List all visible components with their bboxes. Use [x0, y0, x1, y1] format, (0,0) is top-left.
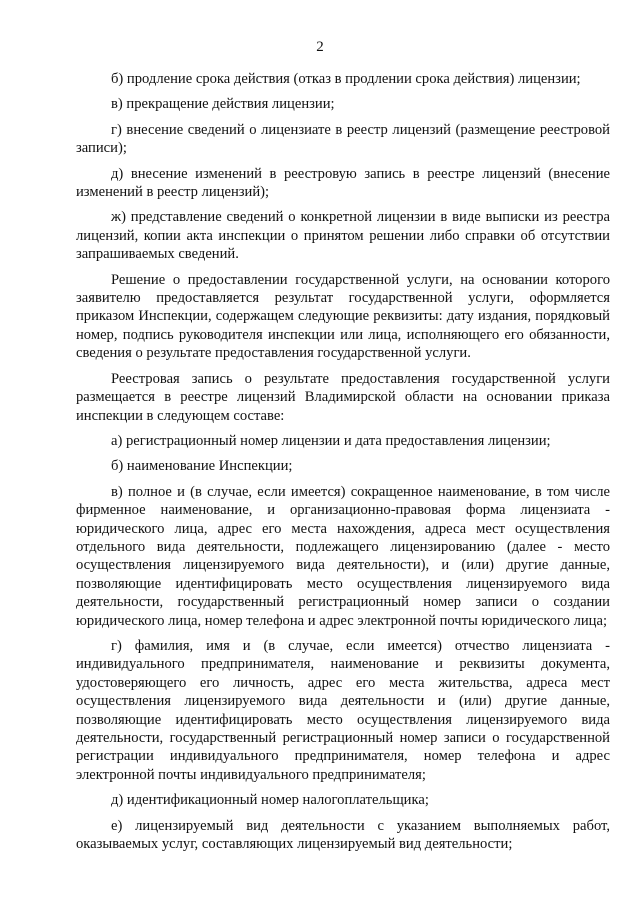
paragraph-service-decision: Решение о предоставлении государственной услуги, на основании которого заявителю предоставляется результат государственной услуги, оформляется приказом Инспекции, содержащем следующие реквизиты: дату издания, порядковый номер, подпись руководителя инспекции или лица, исполняющего его обязанности, сведения о результате предоставления государственной услуги.	[76, 271, 610, 362]
paragraph-item-e: е) лицензируемый вид деятельности с указанием выполняемых работ, оказываемых услуг, составляющих лицензируемый вид деятельности;	[76, 817, 610, 853]
document-body	[76, 70, 610, 860]
paragraph-item-g: г) фамилия, имя и (в случае, если имеется) отчество лицензиата - индивидуального предпринимателя, наименование и реквизиты документа, удостоверяющего его личность, адрес его места жительства, адреса мест осуществления лицензируемого вида деятельности и (или) другие данные, позволяющие идентифицировать место осуществления лицензируемого вида деятельности, государственный регистрационный номер записи о государственной регистрации индивидуального предпринимателя, номер телефона и адрес электронной почты индивидуального предпринимателя;	[76, 637, 610, 783]
paragraph-license-extension: б) продление срока действия (отказ в продлении срока действия) лицензии;	[111, 71, 581, 87]
paragraph-item-d: д) идентификационный номер налогоплательщика;	[111, 792, 429, 809]
paragraph-item-a: а) регистрационный номер лицензии и дата предоставления лицензии;	[111, 432, 551, 449]
paragraph-registry-entry: г) внесение сведений о лицензиате в реестр лицензий (размещение реестровой записи);	[76, 121, 610, 157]
paragraph-item-b: б) наименование Инспекции;	[111, 458, 293, 475]
paragraph-registry-changes: д) внесение изменений в реестровую запись в реестре лицензий (внесение изменений в реестр лицензий);	[76, 165, 610, 201]
paragraph-item-v: в) полное и (в случае, если имеется) сокращенное наименование, в том числе фирменное наименование, и организационно-правовая форма лицензиата - юридического лица, адрес его места нахождения, адреса мест осуществления отдельного вида деятельности, подлежащего лицензированию (далее - место осуществления лицензируемого вида деятельности), и (или) другие данные, позволяющие идентифицировать место осуществления лицензируемого вида деятельности, государственный регистрационный номер записи о создании юридического лица, номер телефона и адрес электронной почты юридического лица;	[76, 483, 610, 629]
paragraph-registry-extract: ж) представление сведений о конкретной лицензии в виде выписки из реестра лицензий, копии акта инспекции о принятом решении либо справки об отсутствии запрашиваемых сведений.	[76, 209, 610, 263]
page-number: 2	[316, 39, 324, 55]
paragraph-license-termination: в) прекращение действия лицензии;	[111, 96, 335, 113]
paragraph-registry-composition: Реестровая запись о результате предоставления государственной услуги размещается в реестре лицензий Владимирской области на основании приказа инспекции в следующем составе:	[76, 370, 610, 424]
